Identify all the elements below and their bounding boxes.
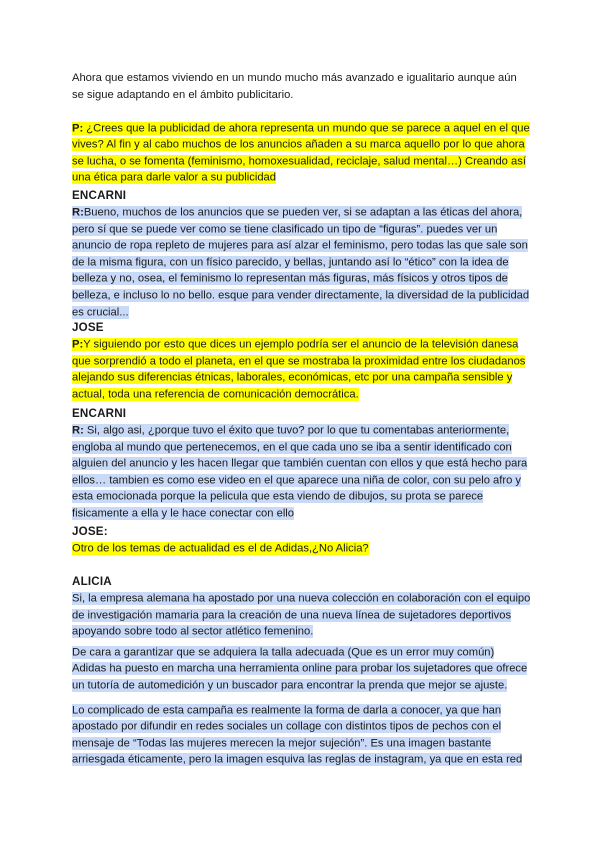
answer-line: arriesgada éticamente, pero la imagen esquiva las reglas de instagram, ya que en esta red — [72, 753, 523, 766]
answer-line: Si, algo asi, ¿porque tuvo el éxito que tuvo? por lo que tu comentabas anteriormente, — [83, 424, 510, 437]
answer-line: ellos… tambien es como ese video en el que aparece una niña de color, con su pelo afro y — [72, 474, 522, 487]
answer-line: belleza y no, osea, el feminismo lo representan más figuras, más físicos y otros tipos de — [72, 272, 508, 285]
answer-2 — [72, 406, 532, 522]
answer-3 — [72, 574, 532, 640]
question-2 — [72, 320, 532, 403]
answer-line: Lo complicado de esta campaña es realmente la forma de darla a conocer, ya que han — [72, 704, 502, 716]
question-line: se lucha, o se fomenta (feminismo, homoxesualidad, reciclaje, salud mental…) Creando así — [72, 155, 526, 168]
answer-line: es crucial... — [72, 306, 129, 319]
answer-line: De cara a garantizar que se adquiera la talla adecuada (Que es un error muy común) — [72, 646, 495, 658]
answer-line: belleza, e incluso lo no bello. esque para vender directamente, la diversidad de la publicidad — [72, 289, 530, 302]
speaker-name: JOSE — [72, 321, 104, 334]
answer-line: apostado por difundir en redes sociales un collage con distintos tipos de pechos con el — [72, 720, 502, 733]
intro-line: se sigue adaptando en el ámbito publicitario. — [72, 88, 294, 101]
question-line: alejando sus diferencias étnicas, laborales, económicas, etc por una campaña sensible y — [72, 371, 513, 384]
question-1 — [72, 120, 532, 186]
question-line: ¿Crees que la publicidad de ahora representa un mundo que se parece a aquel en el que — [83, 122, 530, 134]
answer-line: Si, la empresa alemana ha apostado por una nueva colección en colaboración con el equipo — [72, 592, 531, 605]
question-line: Y siguiendo por esto que dices un ejemplo podría ser el anuncio de la televisión danesa — [83, 338, 519, 351]
speaker-name: ENCARNI — [72, 189, 127, 202]
answer-1 — [72, 188, 532, 321]
answer-line: esta emocionada porque la pelicula que esta viendo de dibujos, su prota se parece — [72, 490, 484, 503]
question-line: Otro de los temas de actualidad es el de Adidas,¿No Alicia? — [72, 542, 369, 555]
question-tag: P: — [72, 122, 84, 134]
answer-line: engloba al mundo que pertenecemos, en el que cada uno se iba a sentir identificado con — [72, 441, 512, 454]
answer-line: alguien del anuncio y les hacen llegar que también cuentan con ellos y que está hecho para — [72, 457, 528, 470]
answer-line: Bueno, muchos de los anuncios que se pueden ver, si se adaptan a las éticas del ahora, — [83, 206, 523, 219]
answer-line: pero sí que se puede ver como se tiene clasificado un tipo de “figuras”. puedes ver un — [72, 223, 498, 236]
intro-line: Ahora que estamos viviendo en un mundo mucho más avanzado e igualitario aunque aún — [72, 72, 517, 84]
question-line: una ética para darle valor a su publicidad — [72, 171, 276, 184]
answer-tag: R: — [72, 424, 84, 437]
answer-3-paragraph-3 — [72, 702, 532, 768]
answer-line: apoyando sobre todo al sector atlético femenino. — [72, 625, 314, 638]
answer-line: Adidas ha puesto en marcha una herramienta online para probar los sujetadores que ofrece — [72, 662, 528, 675]
answer-line: mensaje de “Todas las mujeres merecen la mejor sujeción”. Es una imagen bastante — [72, 737, 492, 750]
speaker-name: ENCARNI — [72, 407, 127, 420]
question-line: vives? Al fin y al cabo muchos de los anuncios añaden a su marca aquello por lo que ahora — [72, 138, 525, 151]
question-tag: P: — [72, 338, 84, 351]
speaker-name: ALICIA — [72, 575, 112, 588]
answer-line: de la misma figura, con un físico parecido, y bellas, juntando así lo “ético” con la idea de — [72, 256, 509, 269]
speaker-name: JOSE: — [72, 525, 108, 538]
answer-line: fisicamente a ella y le hace conectar con ello — [72, 507, 295, 520]
answer-line: un tutoría de automedición y un buscador para encontrar la prenda que mejor se ajuste. — [72, 679, 508, 692]
answer-3-paragraph-2 — [72, 644, 532, 694]
question-line: actual, toda una referencia de comunicación democrática. — [72, 388, 359, 401]
answer-line: anuncio de ropa repleto de mujeres para así alzar el feminismo, pero todas las que sale son — [72, 239, 528, 252]
answer-tag: R: — [72, 206, 84, 219]
question-3 — [72, 524, 532, 557]
question-line: que sorprendió a todo el planeta, en el que se mostraba la proximidad entre los ciudadanos — [72, 355, 526, 368]
answer-line: de investigación mamaria para la creación de una nueva línea de sujetadores deportivos — [72, 609, 512, 622]
intro-paragraph — [72, 70, 532, 103]
